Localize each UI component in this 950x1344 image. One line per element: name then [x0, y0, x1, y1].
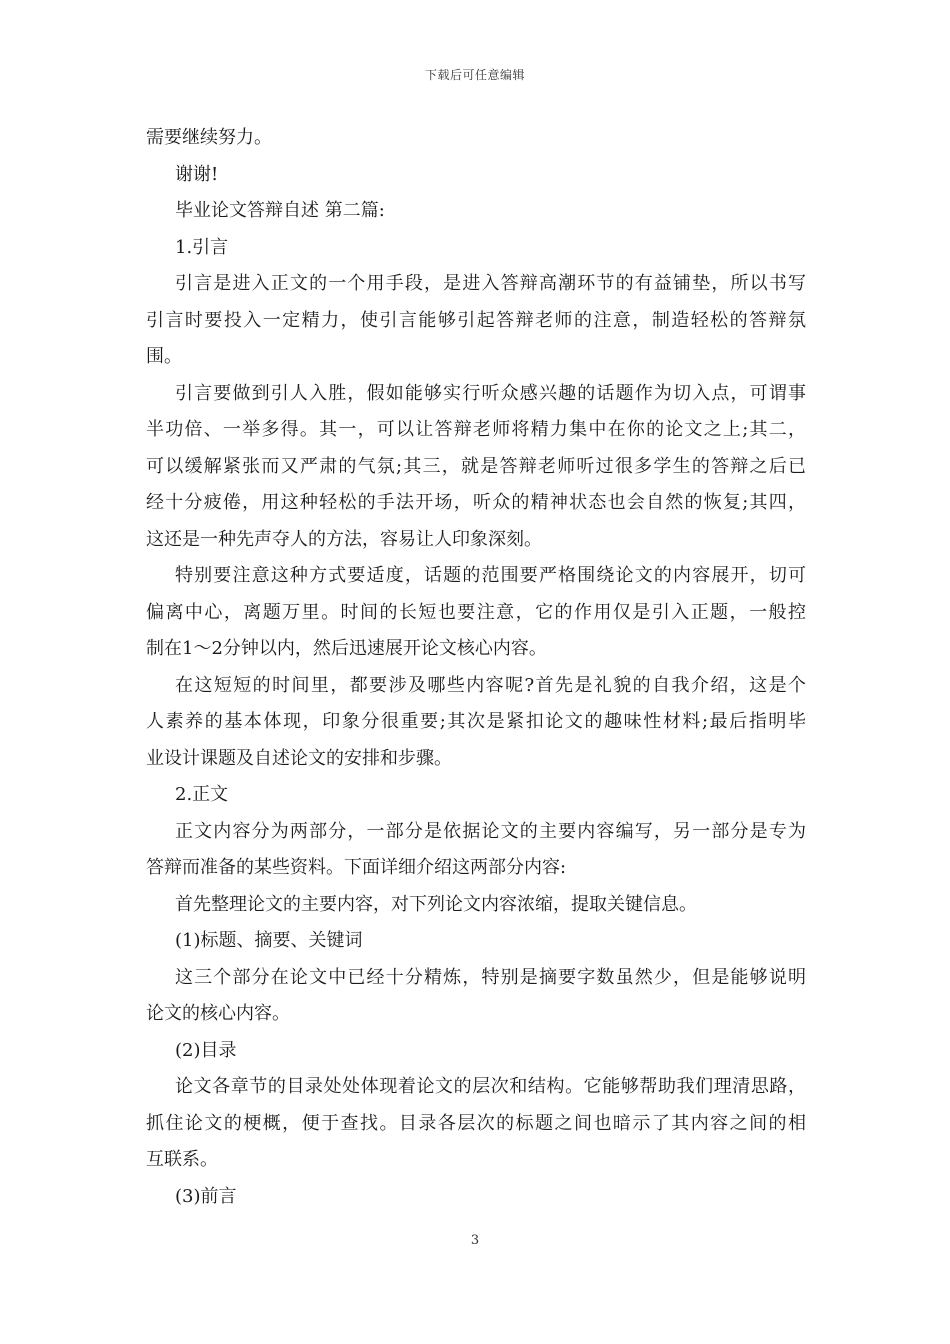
page-number: 3 — [470, 1233, 480, 1248]
text-line: 论文的核心内容。 — [146, 1003, 290, 1024]
text-line: 在这短短的时间里，都要涉及哪些内容呢?首先是礼貌的自我介绍，这是个 — [175, 674, 806, 696]
text-line: 1.引言 — [175, 236, 229, 258]
text-line: 制在1～2分钟以内，然后迅速展开论文核心内容。 — [146, 638, 547, 659]
text-line: 业设计课题及自述论文的安排和步骤。 — [146, 747, 452, 769]
text-line: 论文各章节的目录处处体现着论文的层次和结构。它能够帮助我们理清思路， — [175, 1076, 806, 1097]
text-line: (1)标题、摘要、关键词 — [175, 930, 363, 951]
text-line: 需要继续努力。 — [146, 127, 272, 148]
text-line: 毕业论文答辩自述 第二篇: — [175, 200, 385, 221]
text-line: 半功倍、一举多得。其一，可以让答辩老师将精力集中在你的论文之上;其二， — [146, 419, 806, 440]
text-line: 经十分疲倦，用这种轻松的手法开场，听众的精神状态也会自然的恢复;其四， — [146, 492, 806, 513]
text-line: 互联系。 — [146, 1149, 218, 1170]
text-line: 围。 — [146, 346, 182, 367]
text-line: 2.正文 — [175, 784, 229, 805]
text-line: 正文内容分为两部分，一部分是依据论文的主要内容编写，另一部分是专为 — [175, 820, 806, 842]
text-line: 谢谢! — [175, 163, 219, 185]
text-line: 答辩而准备的某些资料。下面详细介绍这两部分内容: — [146, 857, 567, 878]
text-line: 偏离中心，离题万里。时间的长短也要注意，它的作用仅是引入正题，一般控 — [146, 601, 806, 623]
text-line: 引言要做到引人入胜，假如能够实行听众感兴趣的话题作为切入点，可谓事 — [175, 382, 806, 404]
text-line: 引言时要投入一定精力，使引言能够引起答辩老师的注意，制造轻松的答辩氛 — [146, 309, 806, 331]
text-line: 特别要注意这种方式要适度，话题的范围要严格围绕论文的内容展开，切可 — [175, 565, 806, 586]
text-line: 抓住论文的梗概，便于查找。目录各层次的标题之间也暗示了其内容之间的相 — [146, 1112, 806, 1134]
text-line: 这还是一种先声夺人的方法，容易让人印象深刻。 — [146, 528, 542, 550]
text-line: (2)目录 — [175, 1039, 237, 1061]
text-line: 引言是进入正文的一个用手段，是进入答辩高潮环节的有益铺垫，所以书写 — [175, 273, 806, 294]
text-line: 可以缓解紧张而又严肃的气氛;其三，就是答辩老师听过很多学生的答辩之后已 — [146, 455, 806, 477]
text-line: 首先整理论文的主要内容，对下列论文内容浓缩，提取关键信息。 — [175, 893, 697, 915]
text-line: 人素养的基本体现，印象分很重要;其次是紧扣论文的趣味性材料;最后指明毕 — [146, 711, 806, 732]
text-line: (3)前言 — [175, 1185, 237, 1207]
document-body — [146, 120, 806, 1215]
text-line: 这三个部分在论文中已经十分精炼，特别是摘要字数虽然少，但是能够说明 — [175, 966, 806, 988]
page-header: 下载后可任意编辑 — [424, 68, 525, 82]
